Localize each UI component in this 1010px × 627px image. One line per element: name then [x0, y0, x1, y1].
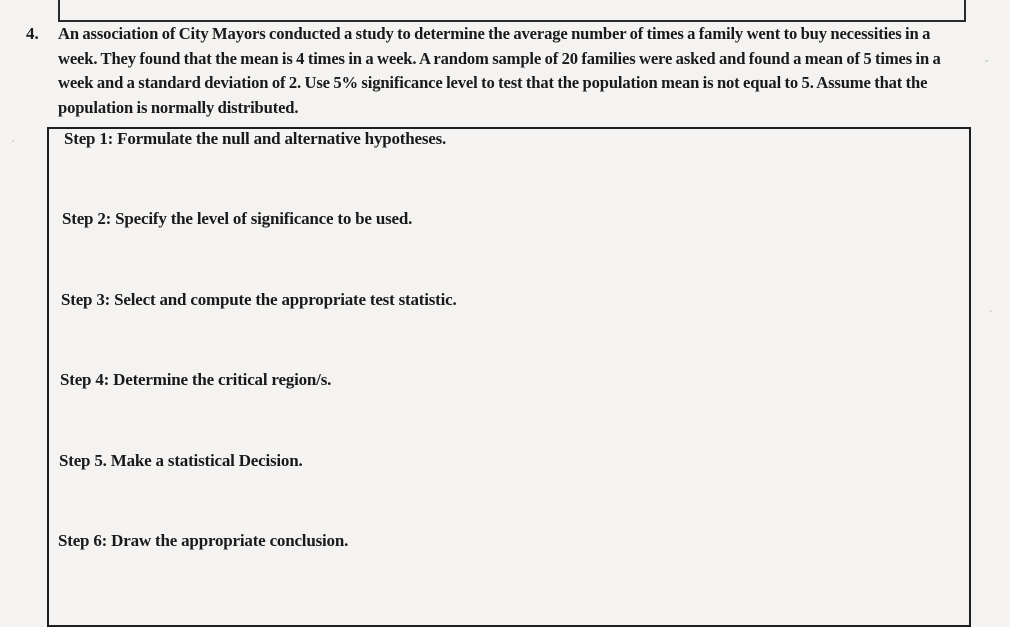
step-6-label: Step 6: Draw the appropriate conclusion. — [58, 531, 349, 550]
step-5-label: Step 5. Make a statistical Decision. — [59, 451, 303, 470]
paper-speck — [985, 60, 988, 62]
question-text: An association of City Mayors conducted a study to determine the average number of times a family went to buy necessities in a week. They found that the mean is 4 times in a week. A random sample of 20 families were asked and found a mean of 5 times in a week and a standard deviation of 2. Use 5% significance level to test that the population mean is not equal to 5. Assume that the population is normally distributed. — [58, 24, 941, 117]
step-3-label: Step 3: Select and compute the appropriate test statistic. — [61, 290, 457, 309]
step-4-label: Step 4: Determine the critical region/s. — [60, 370, 332, 389]
step-2-label: Step 2: Specify the level of significance to be used. — [62, 209, 413, 228]
previous-answer-box — [58, 0, 966, 22]
paper-speck — [12, 140, 14, 142]
question-number: 4. — [26, 24, 39, 43]
paper-speck — [990, 310, 992, 312]
step-1-label: Step 1: Formulate the null and alternative hypotheses. — [64, 129, 447, 148]
